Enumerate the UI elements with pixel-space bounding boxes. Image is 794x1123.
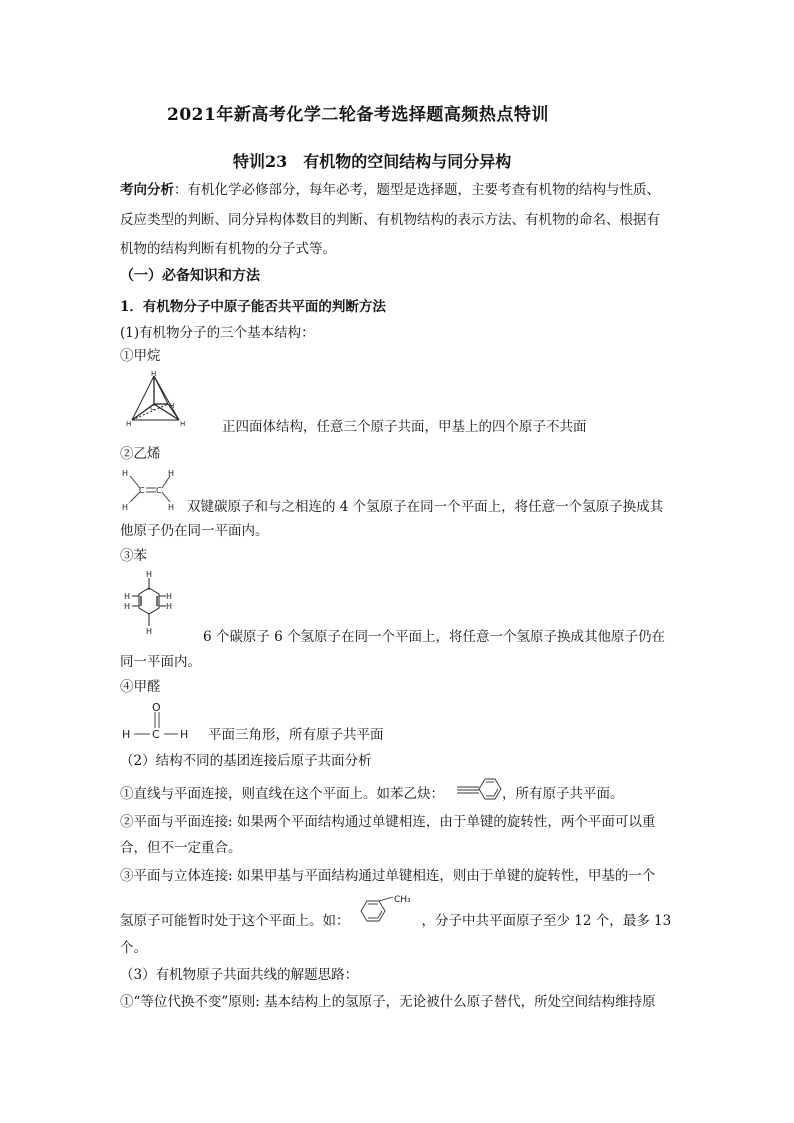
svg-text:H: H [166,592,173,601]
svg-text:H: H [146,627,153,636]
analysis-line-2: 反应类型的判断、同分异构体数目的判断、有机物结构的表示方法、有机物的命名、根据有 [120,212,660,228]
svg-text:H: H [124,602,131,611]
analysis-line-1 [120,180,660,200]
ethylene-description-2: 他原子仍在同一平面内。 [120,523,269,539]
analysis-label: 考向分析 [120,182,174,198]
rule3-line-3: 个。 [120,940,147,956]
formaldehyde-o: O [152,701,161,714]
rule1-text-before: ①直线与平面连接，则直线在这个平面上。如苯乙炔： [120,786,444,802]
analysis-line-3: 机物的结构判断有机物的分子式等。 [120,241,336,257]
part3-heading: （3）有机物原子共面共线的解题思路： [120,967,359,983]
document-title: 2021年新高考化学二轮备考选择题高频热点特训 [167,105,549,125]
formaldehyde-description: 平面三角形，所有原子共平面 [208,727,384,743]
rule1-line [120,784,624,804]
svg-text:H: H [166,602,173,611]
methane-h-far: H [180,420,186,428]
methane-h-top: H [151,370,157,378]
benzene-description-2: 同一平面内。 [120,654,201,670]
svg-text:C: C [139,486,145,495]
svg-text:C: C [156,486,162,495]
methane-label: ①甲烷 [120,348,161,364]
ethylene-label: ②乙烯 [120,446,161,462]
svg-text:H: H [146,570,153,579]
rule3-text-2b: ，分子中共平面原子至少 12 个，最多 13 [421,913,672,929]
part2-heading: （2）结构不同的基团连接后原子共面分析 [120,753,372,769]
toluene-ch3-label: CH₃ [394,895,411,905]
phenylacetylene-structure-icon [455,775,513,803]
methane-structure-diagram [124,368,194,432]
rule3-line-1: ③平面与立体连接: 如果甲基与平面结构通过单键相连，则由于单键的旋转性，甲基的一个 [120,868,656,884]
benzene-structure-diagram [118,568,182,642]
formaldehyde-structure-diagram [120,700,200,744]
toluene-structure-icon [357,893,423,929]
rule4-line: ①“等位代换不变”原则: 基本结构上的氢原子，无论被什么原子替代，所处空间结构维持原 [120,994,656,1010]
document-subtitle: 特训23 有机物的空间结构与同分异构 [233,152,512,171]
formaldehyde-c: C [152,728,160,741]
svg-text:H: H [122,503,129,512]
benzene-description-1: 6 个碳原子 6 个氢原子在同一个平面上，将任意一个氢原子换成其他原子仍在 [203,629,666,645]
svg-text:H: H [168,469,175,478]
formaldehyde-h-left: H [122,728,131,741]
methane-h-right: H [169,402,175,410]
heading-coplanar-method: 1．有机物分子中原子能否共平面的判断方法 [120,299,386,315]
methane-h-left: H [126,420,132,428]
formaldehyde-label: ④甲醛 [120,679,161,695]
ethylene-structure-diagram [118,466,182,514]
svg-text:H: H [122,469,129,478]
section-heading-1: （一）必备知识和方法 [120,268,260,284]
rule1-text-after: ，所有原子共平面。 [502,786,624,802]
methane-description: 正四面体结构，任意三个原子共面，甲基上的四个原子不共面 [222,419,587,435]
rule3-text-2a: 氢原子可能暂时处于这个平面上。如： [120,913,350,929]
formaldehyde-h-right: H [180,728,189,741]
svg-text:H: H [124,592,131,601]
methane-c: C [150,404,155,412]
rule2-line-1: ②平面与平面连接: 如果两个平面结构通过单键相连，由于单键的旋转性，两个平面可以重 [120,814,656,830]
ethylene-description-1: 双键碳原子和与之相连的 4 个氢原子在同一个平面上，将任意一个氢原子换成其 [187,499,664,515]
svg-text:H: H [168,503,175,512]
rule2-line-2: 合，但不一定重合。 [120,840,242,856]
analysis-text-1: ：有机化学必修部分，每年必考，题型是选择题，主要考查有机物的结构与性质、 [174,182,660,198]
basic-structures-intro: (1)有机物分子的三个基本结构： [120,325,315,341]
benzene-label: ③苯 [120,548,147,564]
